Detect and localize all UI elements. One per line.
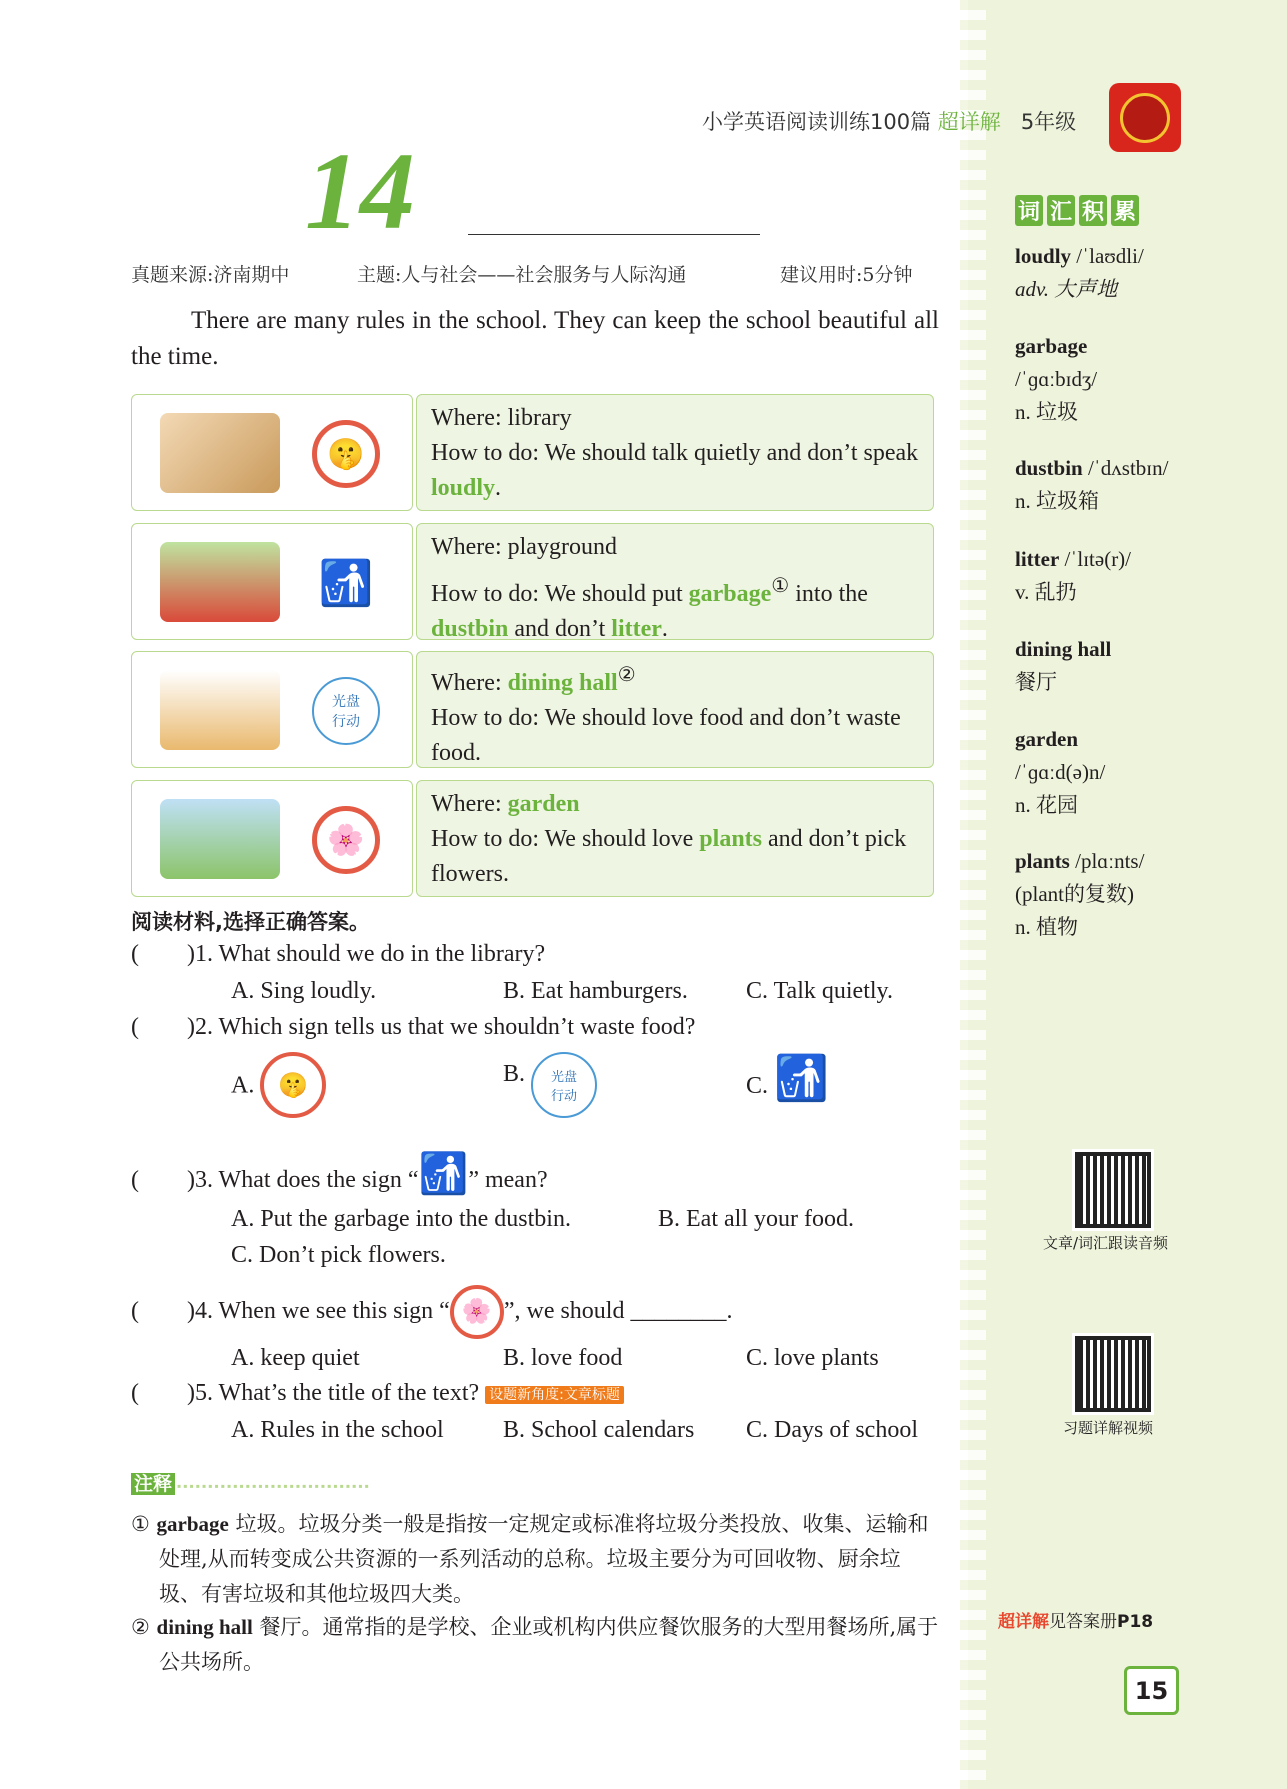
recycle-bin-sign-icon: 🚮 (774, 1054, 829, 1103)
playground-illustration (160, 542, 280, 622)
rule-dining-hall: 光盘 行动 Where: dining hall② How to do: We should love food and don’t waste food. (131, 651, 934, 768)
vocab-plants: plants /plɑːnts/ (plant的复数) n. 植物 (1015, 849, 1145, 939)
notes-heading: 注释 ▪▪▪▪▪▪▪▪▪▪▪▪▪▪▪▪▪▪▪▪▪▪▪▪▪▪▪▪▪▪▪ (131, 1469, 371, 1496)
illustration-box (131, 394, 413, 511)
instruction: 阅读材料,选择正确答案。 (131, 910, 370, 934)
quiet-sign-icon: 🤫 (312, 420, 380, 488)
vocab-loudly: loudly /ˈlaʊdli/ adv. 大声地 (1015, 244, 1144, 301)
option-b[interactable]: B. 光盘 行动 (503, 1052, 597, 1118)
clean-plate-sign-icon: 光盘 行动 (312, 677, 380, 745)
option-a[interactable]: A. Sing loudly. (231, 978, 377, 1004)
audio-qr-label: 文章/词汇跟读音频 (1043, 1234, 1169, 1252)
option-b[interactable]: B. love food (503, 1345, 623, 1371)
option-a[interactable]: A. Rules in the school (231, 1417, 444, 1443)
vocab-dustbin: dustbin /ˈdʌstbɪn/ n. 垃圾箱 (1015, 456, 1169, 513)
title-blank-line (468, 234, 760, 235)
no-picking-flowers-sign-icon: 🌸 (312, 806, 380, 874)
option-a[interactable]: A. 🤫 (231, 1052, 326, 1118)
clean-plate-sign-icon: 光盘 行动 (531, 1052, 597, 1118)
page-number: 15 (1124, 1666, 1179, 1715)
option-c[interactable]: C. Don’t pick flowers. (231, 1242, 446, 1268)
audio-qr-code[interactable] (1075, 1152, 1151, 1228)
question-1[interactable]: ( )1. What should we do in the library? (131, 941, 546, 967)
option-c[interactable]: C. love plants (746, 1345, 879, 1371)
vocab-garden: garden /ˈɡɑːd(ə)n/ n. 花园 (1015, 727, 1106, 817)
answer-reference: 超详解见答案册P18 (998, 1612, 1154, 1632)
where: library (507, 405, 572, 431)
option-b[interactable]: B. School calendars (503, 1417, 695, 1443)
dining-illustration (160, 670, 280, 750)
lesson-number: 14 (305, 130, 415, 252)
vocab-litter: litter /ˈlɪtə(r)/ v. 乱扔 (1015, 547, 1132, 604)
no-picking-flowers-sign-icon: 🌸 (450, 1285, 504, 1339)
option-a[interactable]: A. keep quiet (231, 1345, 360, 1371)
sidebar-wave-edge (960, 0, 986, 1789)
question-5[interactable]: ( )5. What’s the title of the text? 设题新角度:文章标题 (131, 1380, 624, 1407)
rule-playground: 🚮 Where: playground How to do: We should put garbage① into the dustbin and don’t litter. (131, 523, 934, 640)
option-b[interactable]: B. Eat hamburgers. (503, 978, 688, 1004)
new-angle-tag: 设题新角度:文章标题 (485, 1386, 624, 1404)
library-illustration (160, 413, 280, 493)
book-title: 小学英语阅读训练100篇 (702, 110, 932, 134)
book-header (702, 106, 1076, 136)
option-a[interactable]: A. Put the garbage into the dustbin. (231, 1206, 571, 1232)
brand: 超详解 (937, 110, 1001, 134)
question-4[interactable]: ( )4. When we see this sign “ 🌸 ”, we should ________. (131, 1283, 732, 1339)
garden-illustration (160, 799, 280, 879)
rule-garden: 🌸 Where: garden How to do: We should love plants and don’t pick flowers. (131, 780, 934, 897)
source: 真题来源:济南期中 (131, 264, 290, 286)
option-c[interactable]: C. Talk quietly. (746, 978, 893, 1004)
vocab-dining-hall: dining hall 餐厅 (1015, 637, 1112, 694)
option-b[interactable]: B. Eat all your food. (658, 1206, 854, 1232)
recycle-bin-sign-icon: 🚮 (318, 559, 374, 608)
grade: 5年级 (1020, 110, 1077, 134)
vocab-title: 词 汇 积 累 (1015, 195, 1139, 226)
note-2: ② dining hall 餐厅。通常指的是学校、企业或机构内供应餐饮服务的大型用餐场所,属于公共场所。 (131, 1615, 939, 1674)
quiet-sign-icon: 🤫 (260, 1052, 326, 1118)
option-c[interactable]: C. 🚮 (746, 1054, 829, 1103)
vocab-garbage: garbage /ˈɡɑːbɪdʒ/ n. 垃圾 (1015, 334, 1098, 424)
rule-library: 🤫 Where: library How to do: We should talk quietly and don’t speak loudly. (131, 394, 934, 511)
video-qr-code[interactable] (1075, 1336, 1151, 1412)
note-1: ① garbage 垃圾。垃圾分类一般是指按一定规定或标准将垃圾分类投放、收集、运输和处理,从而转变成公共资源的一系列活动的总称。垃圾主要分为可回收物、厨余垃圾、有害垃圾和其他垃圾四大类。 (131, 1512, 929, 1606)
suggested-time: 建议用时:5分钟 (780, 264, 913, 286)
recycle-bin-sign-icon: 🚮 (418, 1151, 469, 1196)
intro-text: There are many rules in the school. They can keep the school beautiful all the time. (131, 307, 939, 370)
theme: 主题:人与社会——社会服务与人际沟通 (357, 264, 687, 286)
publisher-logo (1109, 83, 1181, 152)
question-2[interactable]: ( )2. Which sign tells us that we shouldn’t waste food? (131, 1014, 696, 1040)
option-c[interactable]: C. Days of school (746, 1417, 918, 1443)
question-3[interactable]: ( )3. What does the sign “🚮” mean? (131, 1151, 548, 1196)
video-qr-label: 习题详解视频 (1063, 1419, 1154, 1437)
